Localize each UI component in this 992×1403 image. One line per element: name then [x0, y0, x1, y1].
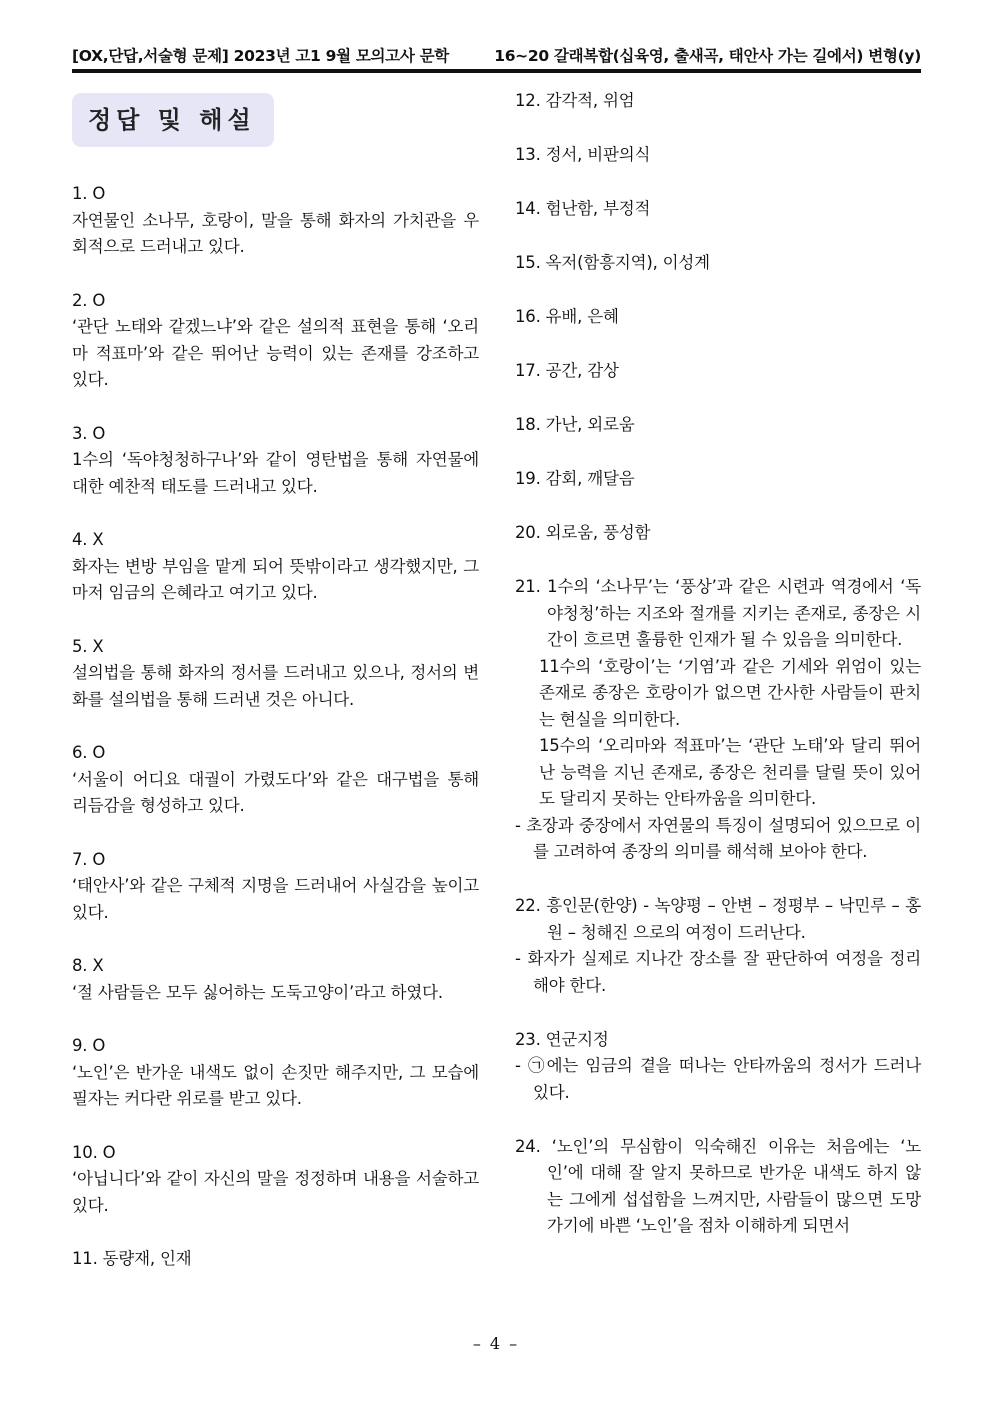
- page-header: [72, 44, 921, 66]
- answer-explanation: ‘관단 노태와 같겠느냐’와 같은 설의적 표현을 통해 ‘오리마 적표마’와 같은 뛰어난 능력이 있는 존재를 강조하고 있다.: [72, 317, 479, 389]
- answer-explanation: ‘태안사’와 같은 구체적 지명을 드러내어 사실감을 높이고 있다.: [72, 876, 479, 922]
- answer-item-11: [72, 1246, 479, 1273]
- answer-item-3: [72, 421, 479, 501]
- answer-21-main: 21. 1수의 ‘소나무’는 ‘풍상’과 같은 시련과 역경에서 ‘독야청청’하는 지조와 절개를 지키는 존재로, 종장은 시간이 흐르면 훌륭한 인재가 될 수 있음을 의미한다.: [515, 577, 921, 649]
- answer-item-21: [515, 574, 921, 866]
- page-number: – 4 –: [472, 1334, 520, 1353]
- answer-number: 9. O: [72, 1036, 106, 1055]
- answer-item-12: 12. 감각적, 위엄: [515, 91, 635, 110]
- answer-item-24: [515, 1134, 921, 1240]
- answer-item-16: 16. 유배, 은혜: [515, 307, 619, 326]
- answer-21-note: - 초장과 중장에서 자연물의 특징이 설명되어 있으므로 이를 고려하여 종장의 의미를 해석해 보아야 한다.: [515, 815, 921, 861]
- answer-item-8: [72, 953, 479, 1006]
- answer-number: 11. 동량재, 인재: [72, 1249, 192, 1268]
- answer-number: 4. X: [72, 530, 104, 549]
- answer-item-10: [72, 1140, 479, 1220]
- answer-23-main: 23. 연군지정: [515, 1029, 609, 1049]
- answer-explanation: 자연물인 소나무, 호랑이, 말을 통해 화자의 가치관을 우회적으로 드러내고 있다.: [72, 210, 479, 256]
- answer-item-1: [72, 181, 479, 261]
- answer-item-2: [72, 288, 479, 394]
- answer-item-9: [72, 1033, 479, 1113]
- header-left-title: [OX,단답,서술형 문제] 2023년 고1 9월 모의고사 문학: [72, 47, 449, 65]
- answer-item-14: 14. 험난함, 부정적: [515, 199, 651, 218]
- answer-explanation: 1수의 ‘독야청청하구나’와 같이 영탄법을 통해 자연물에 대한 예찬적 태도를 드러내고 있다.: [72, 450, 479, 496]
- answer-22-main: 22. 흥인문(한양) - 녹양평 – 안변 – 정평부 – 낙민루 – 홍원 – 청해진 으로의 여정이 드러난다.: [515, 896, 921, 942]
- answer-21-tiger: 11수의 ‘호랑이’는 ‘기염’과 같은 기세와 위엄이 있는 존재로 종장은 호랑이가 없으면 간사한 사람들이 판치는 현실을 의미한다.: [539, 656, 921, 729]
- answer-item-5: [72, 634, 479, 714]
- answer-item-17: 17. 공간, 감상: [515, 361, 619, 380]
- answer-explanation: 설의법을 통해 화자의 정서를 드러내고 있으나, 정서의 변화를 설의법을 통해 드러낸 것은 아니다.: [72, 663, 479, 709]
- answer-24-main: 24. ‘노인’의 무심함이 익숙해진 이유는 처음에는 ‘노인’에 대해 잘 알지 못하므로 반가운 내색도 하지 않는 그에게 섭섭함을 느껴지만, 사람들이 많으면 도망가기에 바쁜 ‘노인’을 점차 이해하게 되면서: [515, 1136, 921, 1235]
- answer-item-6: [72, 740, 479, 820]
- answer-number: 3. O: [72, 423, 106, 443]
- answer-21-horse: 15수의 ‘오리마와 적표마’는 ‘관단 노태’와 달리 뛰어난 능력을 지닌 존재로, 종장은 천리를 달릴 뜻이 있어도 달리지 못하는 안타까움을 의미한다.: [539, 736, 921, 808]
- answer-title: 정답 및 해설: [72, 93, 274, 147]
- answer-item-18: 18. 가난, 외로움: [515, 415, 635, 434]
- header-divider: [72, 69, 921, 73]
- header-right-title: 16~20 갈래복합(십육영, 출새곡, 태안사 가는 길에서) 변형(y): [494, 47, 921, 65]
- answer-explanation: 화자는 변방 부임을 맡게 되어 뜻밖이라고 생각했지만, 그마저 임금의 은혜라고 여기고 있다.: [72, 556, 479, 602]
- answer-item-23: [515, 1027, 921, 1107]
- answer-number: 1. O: [72, 184, 106, 203]
- answer-number: 2. O: [72, 290, 106, 310]
- answer-explanation: ‘노인’은 반가운 내색도 없이 손짓만 해주지만, 그 모습에 필자는 커다란 위로를 받고 있다.: [72, 1062, 479, 1108]
- left-column: [72, 88, 479, 1300]
- answer-number: 6. O: [72, 743, 106, 762]
- answer-item-7: [72, 847, 479, 927]
- answer-number: 5. X: [72, 636, 104, 656]
- answer-explanation: ‘절 사람들은 모두 싫어하는 도둑고양이’라고 하였다.: [72, 982, 443, 1002]
- answer-item-13: 13. 정서, 비판의식: [515, 145, 651, 164]
- answer-item-20: 20. 외로움, 풍성함: [515, 523, 651, 542]
- answer-item-4: [72, 527, 479, 607]
- answer-item-19: 19. 감회, 깨달음: [515, 469, 635, 488]
- answer-number: 10. O: [72, 1142, 116, 1162]
- answer-item-22: [515, 893, 921, 999]
- answer-item-15: 15. 옥저(함흥지역), 이성계: [515, 253, 710, 272]
- right-column: [515, 88, 921, 1267]
- answer-number: 7. O: [72, 849, 106, 869]
- answer-explanation: ‘아닙니다’와 같이 자신의 말을 정정하며 내용을 서술하고 있다.: [72, 1169, 479, 1215]
- answer-22-note: - 화자가 실제로 지나간 장소를 잘 판단하여 여정을 정리해야 한다.: [515, 949, 921, 995]
- answer-explanation: ‘서울이 어디요 대궐이 가렸도다’와 같은 대구법을 통해 리듬감을 형성하고 있다.: [72, 769, 479, 815]
- answer-23-note: - ㉠에는 임금의 곁을 떠나는 안타까움의 정서가 드러나 있다.: [515, 1056, 921, 1102]
- answer-number: 8. X: [72, 956, 104, 975]
